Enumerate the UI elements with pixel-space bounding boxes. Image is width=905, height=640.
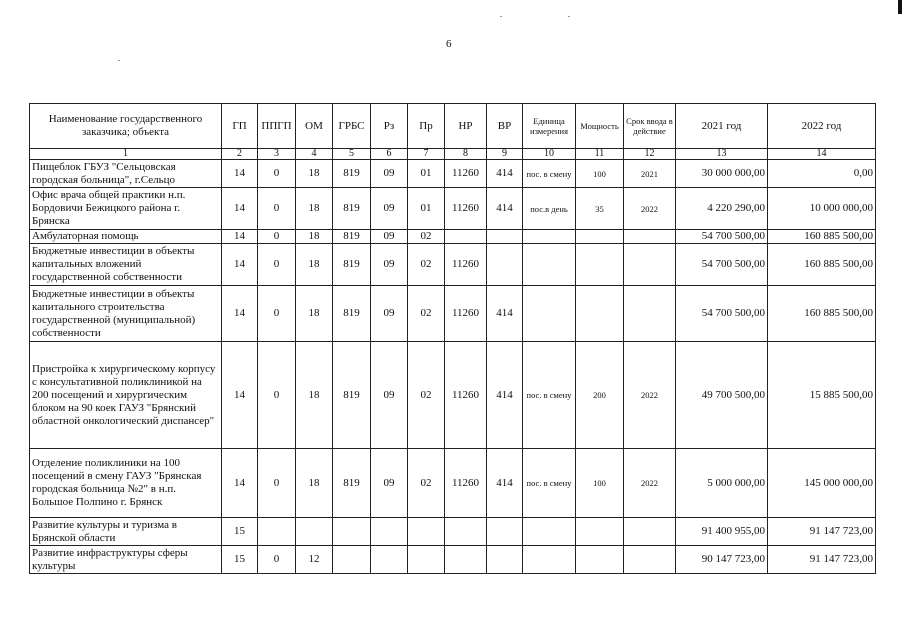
- cell-rz: 09: [371, 230, 408, 244]
- table-row: [30, 342, 876, 449]
- cell-np: 11260: [445, 244, 487, 286]
- cell-pgp: 0: [258, 160, 296, 188]
- cell-gp: 14: [222, 286, 258, 342]
- cell-term: [624, 546, 676, 574]
- cell-vr: [487, 244, 523, 286]
- cell-grbs: 819: [333, 230, 371, 244]
- cell-pr: [408, 518, 445, 546]
- column-number-row: [30, 149, 876, 160]
- cell-unit: пос. в смену: [523, 449, 576, 518]
- cell-power: 35: [576, 188, 624, 230]
- cell-gp: 15: [222, 518, 258, 546]
- scan-edge-mark: [898, 0, 902, 14]
- cell-y2022: 0,00: [768, 160, 876, 188]
- cell-grbs: 819: [333, 244, 371, 286]
- cell-om: 18: [296, 230, 333, 244]
- cell-np: [445, 518, 487, 546]
- table-row: [30, 449, 876, 518]
- cell-term: 2021: [624, 160, 676, 188]
- page-number: 6: [446, 38, 452, 50]
- cell-unit: пос.в день: [523, 188, 576, 230]
- cell-power: [576, 286, 624, 342]
- header-grbs: ГРБС: [333, 104, 371, 149]
- cell-om: 18: [296, 449, 333, 518]
- scan-speck: [118, 60, 120, 61]
- header-power: Мощность: [576, 104, 624, 149]
- column-number: 12: [624, 149, 676, 160]
- cell-om: 18: [296, 244, 333, 286]
- header-om: ОМ: [296, 104, 333, 149]
- cell-y2022: 15 885 500,00: [768, 342, 876, 449]
- column-number: 1: [30, 149, 222, 160]
- cell-rz: 09: [371, 286, 408, 342]
- cell-grbs: [333, 546, 371, 574]
- cell-grbs: 819: [333, 449, 371, 518]
- cell-y2021: 49 700 500,00: [676, 342, 768, 449]
- cell-name: Пристройка к хирургическому корпусу с консультативной поликлиникой на 200 посещений и хирургическим блоком на 90 коек ГАУЗ "Брянский областной онкологический диспансер": [30, 342, 222, 449]
- cell-name: Развитие культуры и туризма в Брянской области: [30, 518, 222, 546]
- cell-name: Бюджетные инвестиции в объекты капитальных вложений государственной собственности: [30, 244, 222, 286]
- cell-unit: [523, 546, 576, 574]
- header-np: НР: [445, 104, 487, 149]
- cell-name: Амбулаторная помощь: [30, 230, 222, 244]
- cell-np: 11260: [445, 188, 487, 230]
- cell-power: 100: [576, 160, 624, 188]
- column-number: 6: [371, 149, 408, 160]
- cell-vr: 414: [487, 160, 523, 188]
- cell-grbs: [333, 518, 371, 546]
- cell-y2021: 90 147 723,00: [676, 546, 768, 574]
- column-number: 13: [676, 149, 768, 160]
- cell-gp: 14: [222, 160, 258, 188]
- cell-unit: [523, 244, 576, 286]
- cell-name: Офис врача общей практики н.п. Бордовичи Бежицкого района г. Брянска: [30, 188, 222, 230]
- cell-y2021: 54 700 500,00: [676, 244, 768, 286]
- table-body: [30, 160, 876, 574]
- cell-pgp: [258, 518, 296, 546]
- column-number: 10: [523, 149, 576, 160]
- cell-power: 200: [576, 342, 624, 449]
- cell-term: 2022: [624, 188, 676, 230]
- cell-pgp: 0: [258, 286, 296, 342]
- cell-grbs: 819: [333, 342, 371, 449]
- cell-y2021: 91 400 955,00: [676, 518, 768, 546]
- cell-pr: 01: [408, 188, 445, 230]
- cell-term: [624, 286, 676, 342]
- cell-pr: 02: [408, 342, 445, 449]
- table-row: [30, 546, 876, 574]
- cell-om: [296, 518, 333, 546]
- cell-gp: 14: [222, 188, 258, 230]
- cell-term: [624, 244, 676, 286]
- header-term: Срок ввода в действие: [624, 104, 676, 149]
- cell-y2022: 160 885 500,00: [768, 230, 876, 244]
- cell-power: [576, 546, 624, 574]
- cell-y2022: 91 147 723,00: [768, 546, 876, 574]
- cell-name: Развитие инфраструктуры сферы культуры: [30, 546, 222, 574]
- table-row: [30, 230, 876, 244]
- cell-pr: 02: [408, 244, 445, 286]
- table-row: [30, 286, 876, 342]
- cell-np: [445, 546, 487, 574]
- cell-gp: 14: [222, 449, 258, 518]
- cell-term: 2022: [624, 342, 676, 449]
- cell-y2021: 30 000 000,00: [676, 160, 768, 188]
- cell-y2022: 145 000 000,00: [768, 449, 876, 518]
- cell-rz: 09: [371, 188, 408, 230]
- cell-vr: [487, 518, 523, 546]
- cell-vr: 414: [487, 188, 523, 230]
- cell-unit: [523, 286, 576, 342]
- cell-vr: 414: [487, 449, 523, 518]
- cell-gp: 15: [222, 546, 258, 574]
- header-2021: 2021 год: [676, 104, 768, 149]
- cell-om: 18: [296, 188, 333, 230]
- cell-rz: [371, 546, 408, 574]
- cell-term: [624, 230, 676, 244]
- cell-unit: [523, 230, 576, 244]
- header-pgp: ППГП: [258, 104, 296, 149]
- cell-pr: [408, 546, 445, 574]
- cell-om: 12: [296, 546, 333, 574]
- cell-pr: 02: [408, 230, 445, 244]
- column-number: 8: [445, 149, 487, 160]
- cell-vr: [487, 546, 523, 574]
- cell-np: 11260: [445, 160, 487, 188]
- cell-name: Бюджетные инвестиции в объекты капитального строительства государственной (муниципальной) собственности: [30, 286, 222, 342]
- cell-name: Пищеблок ГБУЗ "Сельцовская городская больница", г.Сельцо: [30, 160, 222, 188]
- column-number: 14: [768, 149, 876, 160]
- cell-unit: [523, 518, 576, 546]
- cell-unit: пос. в смену: [523, 342, 576, 449]
- cell-power: [576, 518, 624, 546]
- header-vr: ВР: [487, 104, 523, 149]
- cell-term: 2022: [624, 449, 676, 518]
- cell-np: 11260: [445, 342, 487, 449]
- cell-power: [576, 244, 624, 286]
- cell-pgp: 0: [258, 342, 296, 449]
- cell-grbs: 819: [333, 188, 371, 230]
- table-row: [30, 518, 876, 546]
- cell-pgp: 0: [258, 244, 296, 286]
- header-2022: 2022 год: [768, 104, 876, 149]
- cell-om: 18: [296, 342, 333, 449]
- cell-y2022: 160 885 500,00: [768, 286, 876, 342]
- cell-pgp: 0: [258, 230, 296, 244]
- cell-term: [624, 518, 676, 546]
- column-number: 2: [222, 149, 258, 160]
- column-number: 11: [576, 149, 624, 160]
- column-number: 4: [296, 149, 333, 160]
- cell-rz: 09: [371, 342, 408, 449]
- cell-gp: 14: [222, 342, 258, 449]
- cell-y2021: 5 000 000,00: [676, 449, 768, 518]
- cell-om: 18: [296, 160, 333, 188]
- cell-vr: 414: [487, 342, 523, 449]
- cell-gp: 14: [222, 244, 258, 286]
- cell-unit: пос. в смену: [523, 160, 576, 188]
- cell-pgp: 0: [258, 546, 296, 574]
- cell-name: Отделение поликлиники на 100 посещений в смену ГАУЗ "Брянская городская больница №2" в н.п. Большое Полпино г. Брянск: [30, 449, 222, 518]
- cell-y2021: 54 700 500,00: [676, 230, 768, 244]
- cell-rz: [371, 518, 408, 546]
- table-row: [30, 160, 876, 188]
- cell-om: 18: [296, 286, 333, 342]
- cell-grbs: 819: [333, 286, 371, 342]
- cell-rz: 09: [371, 449, 408, 518]
- cell-np: 11260: [445, 449, 487, 518]
- column-number: 3: [258, 149, 296, 160]
- header-pr: Пр: [408, 104, 445, 149]
- header-name: Наименование государственного заказчика; объекта: [30, 104, 222, 149]
- cell-pr: 02: [408, 449, 445, 518]
- cell-y2022: 91 147 723,00: [768, 518, 876, 546]
- cell-y2021: 4 220 290,00: [676, 188, 768, 230]
- cell-np: [445, 230, 487, 244]
- header-unit: Единица измерения: [523, 104, 576, 149]
- cell-power: [576, 230, 624, 244]
- cell-pr: 01: [408, 160, 445, 188]
- budget-table: [29, 103, 876, 574]
- table-row: [30, 188, 876, 230]
- column-number: 5: [333, 149, 371, 160]
- cell-y2022: 10 000 000,00: [768, 188, 876, 230]
- cell-pgp: 0: [258, 449, 296, 518]
- header-gp: ГП: [222, 104, 258, 149]
- cell-gp: 14: [222, 230, 258, 244]
- header-rz: Рз: [371, 104, 408, 149]
- cell-vr: 414: [487, 286, 523, 342]
- header-row: [30, 104, 876, 149]
- scan-speck: [500, 16, 502, 17]
- cell-rz: 09: [371, 160, 408, 188]
- column-number: 7: [408, 149, 445, 160]
- column-number: 9: [487, 149, 523, 160]
- table-row: [30, 244, 876, 286]
- scan-speck: [568, 16, 570, 17]
- cell-y2022: 160 885 500,00: [768, 244, 876, 286]
- cell-y2021: 54 700 500,00: [676, 286, 768, 342]
- cell-pgp: 0: [258, 188, 296, 230]
- cell-grbs: 819: [333, 160, 371, 188]
- cell-vr: [487, 230, 523, 244]
- cell-np: 11260: [445, 286, 487, 342]
- cell-pr: 02: [408, 286, 445, 342]
- cell-rz: 09: [371, 244, 408, 286]
- cell-power: 100: [576, 449, 624, 518]
